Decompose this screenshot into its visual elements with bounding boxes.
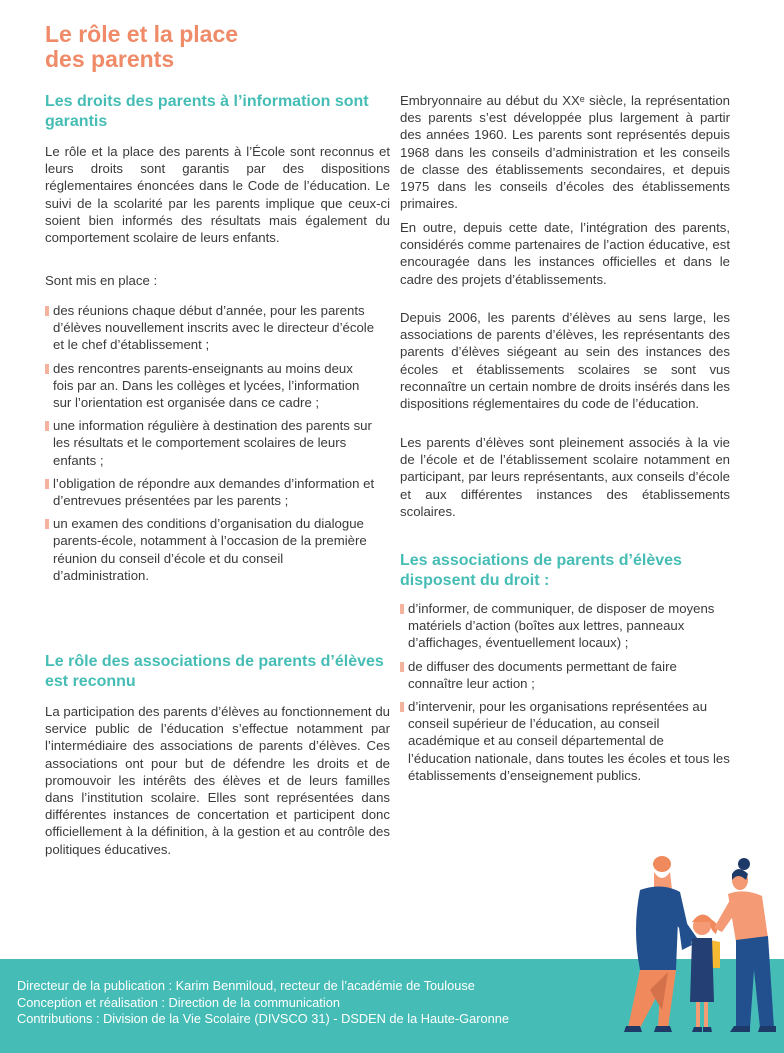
footer-publication-director: Directeur de la publication : Karim Benmiloud, recteur de l’académie de Toulouse xyxy=(17,978,475,993)
page-title xyxy=(45,22,365,72)
bullet-marker-icon xyxy=(45,479,49,489)
association-rights-bullet-list xyxy=(400,600,730,790)
list-item: des rencontres parents-enseignants au moins deux fois par an. Dans les collèges et lycées, l’information sur l’orientation est organisée dans ce cadre ; xyxy=(45,360,375,412)
bullet-marker-icon xyxy=(400,662,404,672)
page-title-line1: Le rôle et la place xyxy=(45,21,239,47)
bullet-marker-icon xyxy=(45,519,49,529)
rights-bullet-list xyxy=(45,302,375,590)
list-item: de diffuser des documents permettant de faire connaître leur action ; xyxy=(400,658,730,692)
intro-paragraph: Le rôle et la place des parents à l’École sont reconnus et leurs droits sont garantis par des dispositions réglementaires énoncées dans le Code de l’éducation. Le suivi de la scolarité par les parents implique que ceux-ci soient bien informés des résultats mais également du comportement scolaire de leurs enfants. xyxy=(45,144,390,246)
bullet-marker-icon xyxy=(45,364,49,374)
page-title-line2: des parents xyxy=(45,46,175,72)
list-item: une information régulière à destination des parents sur les résultats et le comportement scolaires de leurs enfants ; xyxy=(45,417,375,469)
bullet-marker-icon xyxy=(45,421,49,431)
integration-paragraph: En outre, depuis cette date, l’intégration des parents, considérés comme partenaires de l’action éducative, est encouragée dans les instances officielles et dans le cadre des projets d’établissements. xyxy=(400,220,730,287)
footer-conception: Conception et réalisation : Direction de la communication xyxy=(17,994,340,1010)
associations-paragraph: La participation des parents d’élèves au fonctionnement du service public de l’éducation s’effectue notamment par l’intermédiaire des associations de parents d’élèves. Ces associations ont pour but de défendre les droits et de promouvoir les intérêts des élèves et de leurs familles dans l’institution scolaire. Elles sont représentées dans différentes instances de concertation et participent donc officiellement à la définition, à la gestion et au contrôle des politiques éducatives. xyxy=(45,704,390,857)
section-heading-droits-information: Les droits des parents à l’information sont garantis xyxy=(45,93,369,130)
section-heading-associations-reconnu: Le rôle des associations de parents d’élèves est reconnu xyxy=(45,653,384,690)
bullet-marker-icon xyxy=(45,306,49,316)
list-item: des réunions chaque début d’année, pour les parents d’élèves nouvellement inscrits avec le directeur d’école et le chef d’établissement ; xyxy=(45,302,375,354)
footer-credits xyxy=(17,978,509,1028)
family-illustration-icon xyxy=(610,850,780,1035)
list-lead-text: Sont mis en place : xyxy=(45,273,158,288)
list-item: l’obligation de répondre aux demandes d’information et d’entrevues présentées par les parents ; xyxy=(45,475,375,509)
list-item: d’intervenir, pour les organisations représentées au conseil supérieur de l’éducation, au conseil académique et au conseil départemental de l’éducation nationale, dans toutes les écoles et tous les établissements d’enseignement publics. xyxy=(400,698,730,784)
section-heading-droit-associations: Les associations de parents d’élèves disposent du droit : xyxy=(400,552,682,589)
bullet-marker-icon xyxy=(400,702,404,712)
footer-contributions: Contributions : Division de la Vie Scolaire (DIVSCO 31) - DSDEN de la Haute-Garonne xyxy=(17,1011,509,1026)
list-item: un examen des conditions d’organisation du dialogue parents-école, notamment à l’occasion de la première réunion du conseil d’école et du conseil d’administration. xyxy=(45,515,375,584)
rights-2006-paragraph: Depuis 2006, les parents d’élèves au sens large, les associations de parents d’élèves, les représentants des parents d’élèves siégeant au sein des instances des écoles et établissements scolaires se sont vus reconnaître un certain nombre de droits insérés dans les dispositions réglementaires du code de l’éducation. xyxy=(400,310,730,412)
history-paragraph: Embryonnaire au début du XXᵉ siècle, la représentation des parents s’est développée plus largement à partir des années 1960. Les parents sont représentés depuis 1968 dans les conseils d’administration et les conseils de classe des établissements secondaires, et depuis 1975 dans les conseils d’écoles des établissements primaires. xyxy=(400,93,730,212)
bullet-marker-icon xyxy=(400,604,404,614)
list-item: d’informer, de communiquer, de disposer de moyens matériels d’action (boîtes aux lettres, panneaux d’affichages, éventuellement locaux) ; xyxy=(400,600,730,652)
association-life-paragraph: Les parents d’élèves sont pleinement associés à la vie de l’école et de l’établissement scolaire notamment en participant, par leurs représentants, aux conseils d’école et aux différentes instances des établissements scolaires. xyxy=(400,435,730,519)
